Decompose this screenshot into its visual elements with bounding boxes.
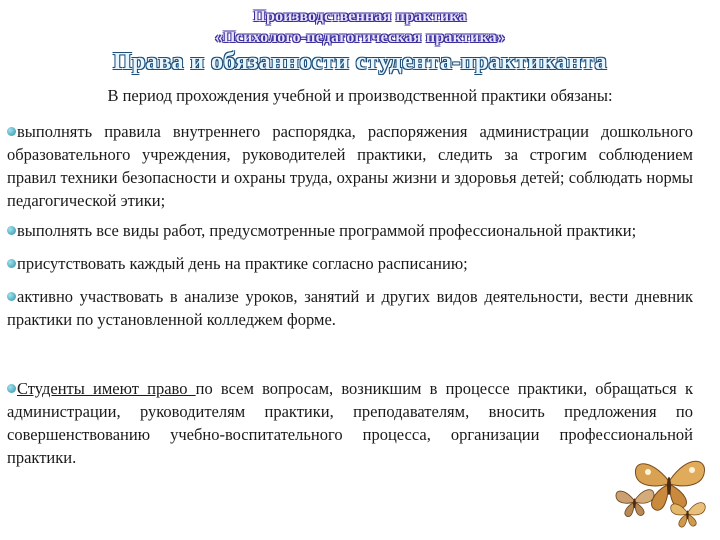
list-item xyxy=(7,219,693,242)
butterfly-icon xyxy=(616,490,654,517)
list-item xyxy=(7,252,693,275)
page-title: Права и обязанности студента-практиканта xyxy=(112,49,608,75)
intro-text: В период прохождения учебной и производственной практики обязаны: xyxy=(107,86,613,105)
list-item-text: выполнять правила внутреннего распорядка, распоряжения администрации дошкольного образовательного учреждения, руководителей практики, следить за строгим соблюдением правил техники безопасности и охраны труда, охраны жизни и здоровья детей; соблюдать нормы педагогической этики; xyxy=(7,122,693,210)
rights-text: по всем вопросам, возникшим в процессе практики, обращаться к администрации, руководителям практики, преподавателям, вносить предложения по совершенствованию учебно-воспитательного процесса, организации профессиональной практики. xyxy=(7,379,693,467)
list-item xyxy=(7,120,693,212)
list-item-text: присутствовать каждый день на практике согласно расписанию; xyxy=(17,254,468,273)
list-item xyxy=(7,285,693,331)
rights-lead: Студенты имеют право xyxy=(17,379,196,398)
list-item-text: выполнять все виды работ, предусмотренные программой профессиональной практики; xyxy=(17,221,637,240)
butterfly-icon xyxy=(671,503,706,527)
bullet-icon xyxy=(7,127,16,136)
bullet-icon xyxy=(7,384,16,393)
rights-paragraph xyxy=(7,377,693,469)
bullet-icon xyxy=(7,226,16,235)
list-item-text: активно участвовать в анализе уроков, занятий и других видов деятельности, вести дневник практики по установленной колледжем форме. xyxy=(7,287,693,329)
butterflies-decoration xyxy=(610,440,720,540)
header-line1: Производственная практика xyxy=(253,8,467,25)
bullet-icon xyxy=(7,259,16,268)
header-line2: «Психолого-педагогическая практика» xyxy=(214,29,506,46)
bullet-icon xyxy=(7,292,16,301)
